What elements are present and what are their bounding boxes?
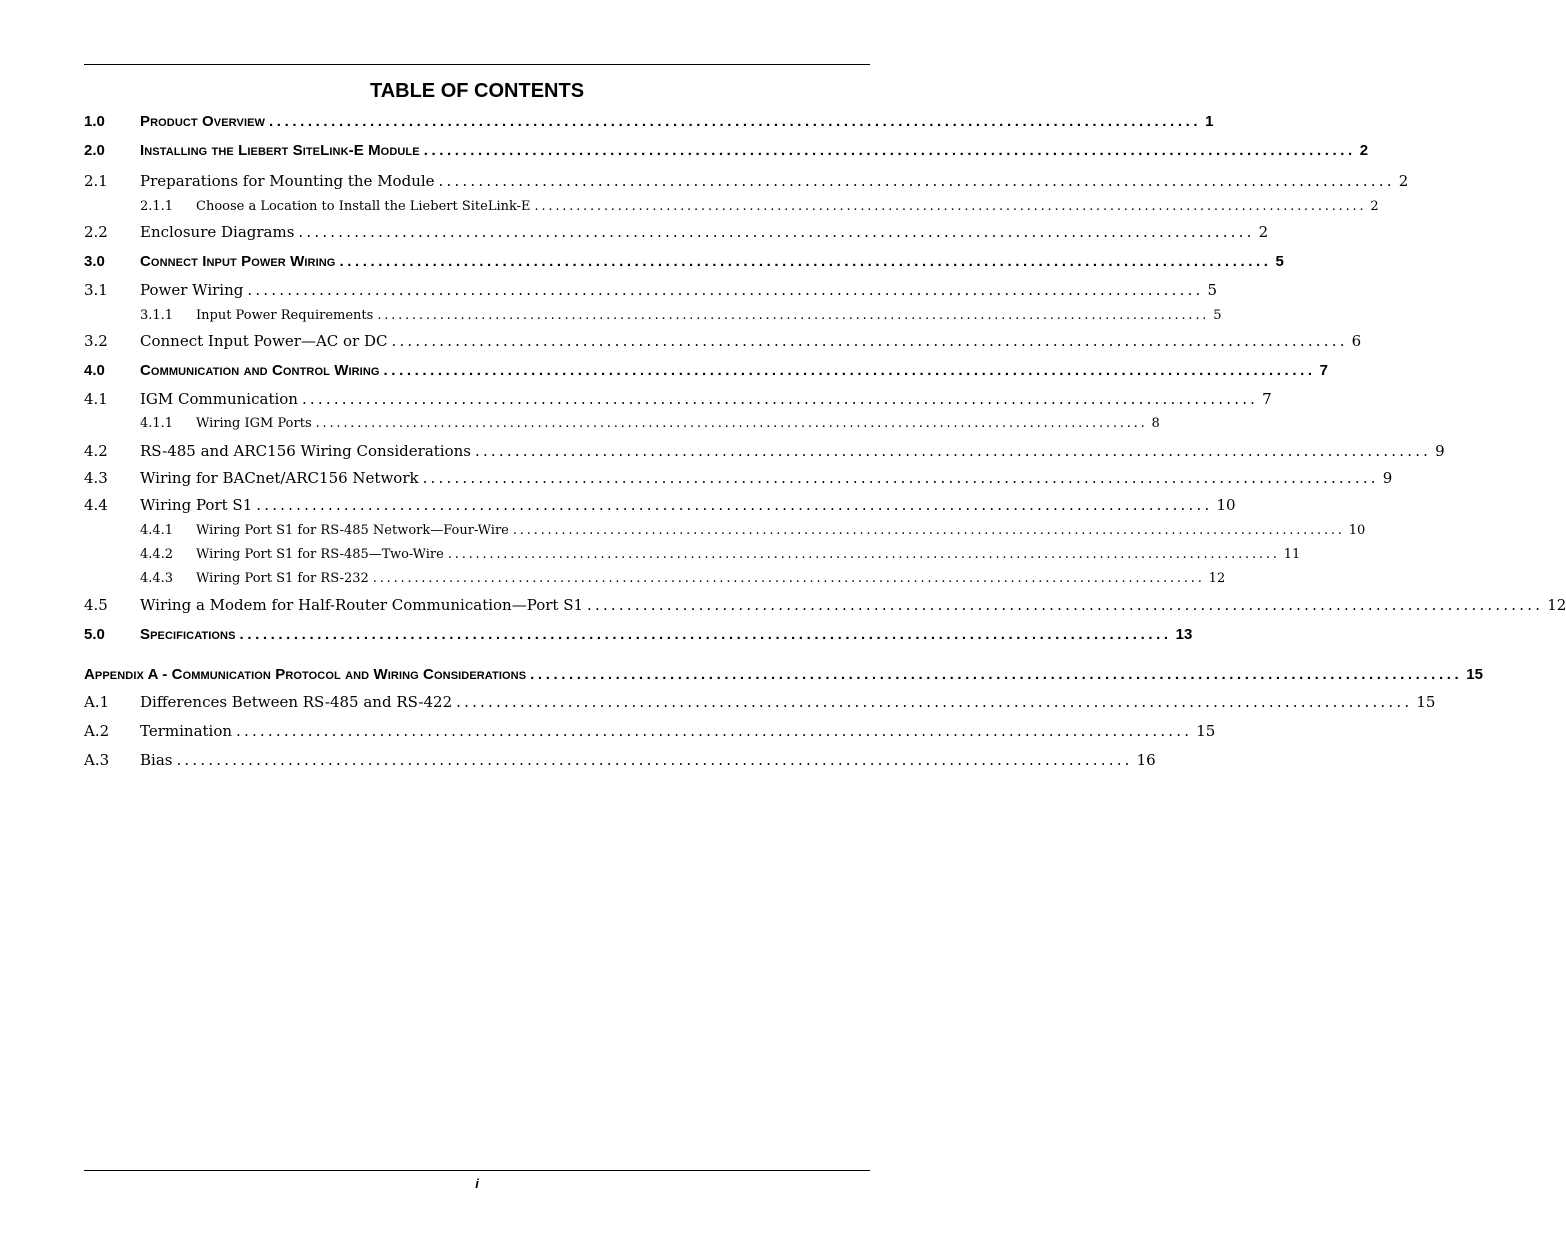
toc-entry-number: 4.2 (84, 442, 108, 460)
dot-leader: ........................................................................................................................ (236, 722, 1193, 740)
toc-entry[interactable] (84, 722, 1216, 740)
toc-entry[interactable] (84, 596, 1566, 614)
toc-entry-title: Product Overview (140, 113, 266, 130)
toc-entry[interactable] (84, 442, 1445, 460)
dot-leader: ........................................................................................................................ (512, 523, 1345, 538)
toc-entry[interactable] (84, 142, 1369, 159)
toc-entry-title: Termination (140, 722, 233, 740)
toc-entry[interactable] (84, 199, 1379, 214)
toc-entry-number: 3.1 (84, 281, 108, 299)
toc-entry-title: Power Wiring (140, 281, 244, 299)
toc-entry[interactable] (84, 626, 1193, 643)
dot-leader: ........................................................................................................................ (339, 253, 1272, 270)
toc-entry-page: 11 (1283, 547, 1301, 562)
toc-entry-page: 16 (1136, 751, 1156, 769)
toc-entry[interactable] (84, 693, 1436, 711)
toc-entry-page: 8 (1151, 416, 1160, 431)
toc-entry[interactable] (84, 362, 1328, 379)
toc-entry-page: 10 (1216, 496, 1236, 514)
toc-entry-page: 2 (1370, 199, 1379, 214)
toc-entry-number: 3.2 (84, 332, 108, 350)
toc-entry[interactable] (84, 308, 1222, 323)
dot-leader: ........................................................................................................................ (256, 496, 1213, 514)
dot-leader: ........................................................................................................................ (530, 666, 1463, 683)
toc-entry-number: 1.0 (84, 113, 105, 130)
toc-entry-number: 5.0 (84, 626, 105, 643)
toc-entry-title: Wiring Port S1 for RS-485—Two-Wire (196, 547, 444, 562)
toc-entry[interactable] (84, 113, 1214, 130)
dot-leader: ........................................................................................................................ (438, 172, 1395, 190)
toc-entry-title: Enclosure Diagrams (140, 223, 295, 241)
toc-entry-number: 2.2 (84, 223, 108, 241)
toc-entry[interactable] (84, 390, 1272, 408)
footer-rule (84, 1170, 870, 1171)
toc-entry-page: 2 (1258, 223, 1269, 241)
dot-leader: ........................................................................................................................ (422, 469, 1379, 487)
toc-entry-number: 2.0 (84, 142, 105, 159)
toc-entry[interactable] (84, 223, 1269, 241)
toc-entry-number: 4.4.2 (140, 547, 174, 562)
toc-entry-page: 15 (1196, 722, 1216, 740)
toc-entry-number: A.2 (84, 722, 110, 740)
toc-entry[interactable] (84, 523, 1366, 538)
toc-entry[interactable] (84, 469, 1393, 487)
toc-entry-title: Wiring Port S1 for RS-485 Network—Four-Wire (196, 523, 509, 538)
toc-entry-number: 4.4.3 (140, 571, 174, 586)
dot-leader: ........................................................................................................................ (298, 223, 1255, 241)
toc-entry-page: 10 (1348, 523, 1366, 538)
toc-entry-number: 3.0 (84, 253, 105, 270)
toc-entry-title: Differences Between RS-485 and RS-422 (140, 693, 453, 711)
page-number: i (475, 1176, 479, 1191)
toc-entry-title: Connect Input Power Wiring (140, 253, 336, 270)
dot-leader: ........................................................................................................................ (474, 442, 1432, 460)
toc-entry-title: Appendix A - Communication Protocol and Wiring Considerations (84, 666, 527, 683)
toc-entry-number: 4.3 (84, 469, 108, 487)
toc-entry-title: Specifications (140, 626, 236, 643)
toc-entry[interactable] (84, 547, 1301, 562)
toc-entry-page: 15 (1416, 693, 1436, 711)
toc-entry-title: Wiring Port S1 for RS-232 (196, 571, 369, 586)
toc-entry[interactable] (84, 751, 1156, 769)
toc-entry-title: Wiring IGM Ports (196, 416, 312, 431)
toc-entry[interactable] (84, 172, 1409, 190)
toc-entry-title: Installing the Liebert SiteLink-E Module (140, 142, 420, 159)
toc-entry-number: 4.5 (84, 596, 108, 614)
toc-entry-title: IGM Communication (140, 390, 298, 408)
dot-leader: ........................................................................................................................ (269, 113, 1202, 130)
toc-entry-appendix[interactable] (84, 666, 1483, 683)
dot-leader: ........................................................................................................................ (372, 571, 1205, 586)
toc-entry-title: Input Power Requirements (196, 308, 374, 323)
dot-leader: ........................................................................................................................ (423, 142, 1356, 159)
toc-entry-page: 5 (1207, 281, 1218, 299)
dot-leader: ........................................................................................................................ (377, 308, 1210, 323)
toc-entry-title: Wiring for BACnet/ARC156 Network (140, 469, 419, 487)
toc-entry-title: Wiring Port S1 (140, 496, 253, 514)
toc-entry-title: RS-485 and ARC156 Wiring Considerations (140, 442, 471, 460)
dot-leader: ........................................................................................................................ (239, 626, 1172, 643)
toc-entry-page: 9 (1382, 469, 1393, 487)
page-title: TABLE OF CONTENTS (369, 80, 585, 102)
toc-entry-page: 2 (1359, 142, 1369, 159)
toc-entry[interactable] (84, 496, 1236, 514)
toc-entry[interactable] (84, 281, 1218, 299)
toc-entry-title: Connect Input Power—AC or DC (140, 332, 388, 350)
toc-entry-number: 2.1.1 (140, 199, 174, 214)
toc-entry-page: 7 (1262, 390, 1272, 408)
toc-entry-page: 9 (1435, 442, 1445, 460)
toc-entry[interactable] (84, 416, 1160, 431)
dot-leader: ........................................................................................................................ (447, 547, 1280, 562)
toc-entry-page: 1 (1205, 113, 1214, 130)
toc-entry-page: 5 (1275, 253, 1284, 270)
toc-entry[interactable] (84, 253, 1284, 270)
toc-entry-page: 7 (1319, 362, 1328, 379)
dot-leader: ........................................................................................................................ (587, 596, 1544, 614)
dot-leader: ........................................................................................................................ (383, 362, 1316, 379)
toc-entry[interactable] (84, 332, 1362, 350)
header-rule (84, 64, 870, 65)
toc-entry-page: 12 (1208, 571, 1226, 586)
dot-leader: ........................................................................................................................ (456, 693, 1413, 711)
toc-entry-number: 4.4.1 (140, 523, 174, 538)
toc-entry-title: Choose a Location to Install the Liebert SiteLink-E (196, 199, 531, 214)
toc-entry-page: 5 (1213, 308, 1222, 323)
dot-leader: ........................................................................................................................ (315, 416, 1148, 431)
toc-entry-page: 6 (1351, 332, 1362, 350)
toc-entry-number: 3.1.1 (140, 308, 174, 323)
toc-entry-title: Communication and Control Wiring (140, 362, 380, 379)
toc-entry-number: 2.1 (84, 172, 108, 190)
toc-entry-page: 12 (1547, 596, 1566, 614)
toc-entry-number: 4.0 (84, 362, 105, 379)
dot-leader: ........................................................................................................................ (301, 390, 1259, 408)
toc-entry-number: A.1 (84, 693, 110, 711)
toc-entry-page: 2 (1398, 172, 1409, 190)
toc-entry-number: 4.1.1 (140, 416, 174, 431)
dot-leader: ........................................................................................................................ (176, 751, 1133, 769)
toc-entry-page: 13 (1175, 626, 1193, 643)
dot-leader: ........................................................................................................................ (247, 281, 1204, 299)
toc-entry-number: 4.1 (84, 390, 108, 408)
toc-entry-title: Preparations for Mounting the Module (140, 172, 435, 190)
toc-entry[interactable] (84, 571, 1226, 586)
toc-entry-page: 15 (1466, 666, 1483, 683)
dot-leader: ........................................................................................................................ (534, 199, 1367, 214)
dot-leader: ........................................................................................................................ (391, 332, 1348, 350)
toc-entry-title: Wiring a Modem for Half-Router Communication—Port S1 (140, 596, 584, 614)
toc-entry-title: Bias (140, 751, 173, 769)
toc-entry-number: A.3 (84, 751, 110, 769)
toc-entry-number: 4.4 (84, 496, 108, 514)
